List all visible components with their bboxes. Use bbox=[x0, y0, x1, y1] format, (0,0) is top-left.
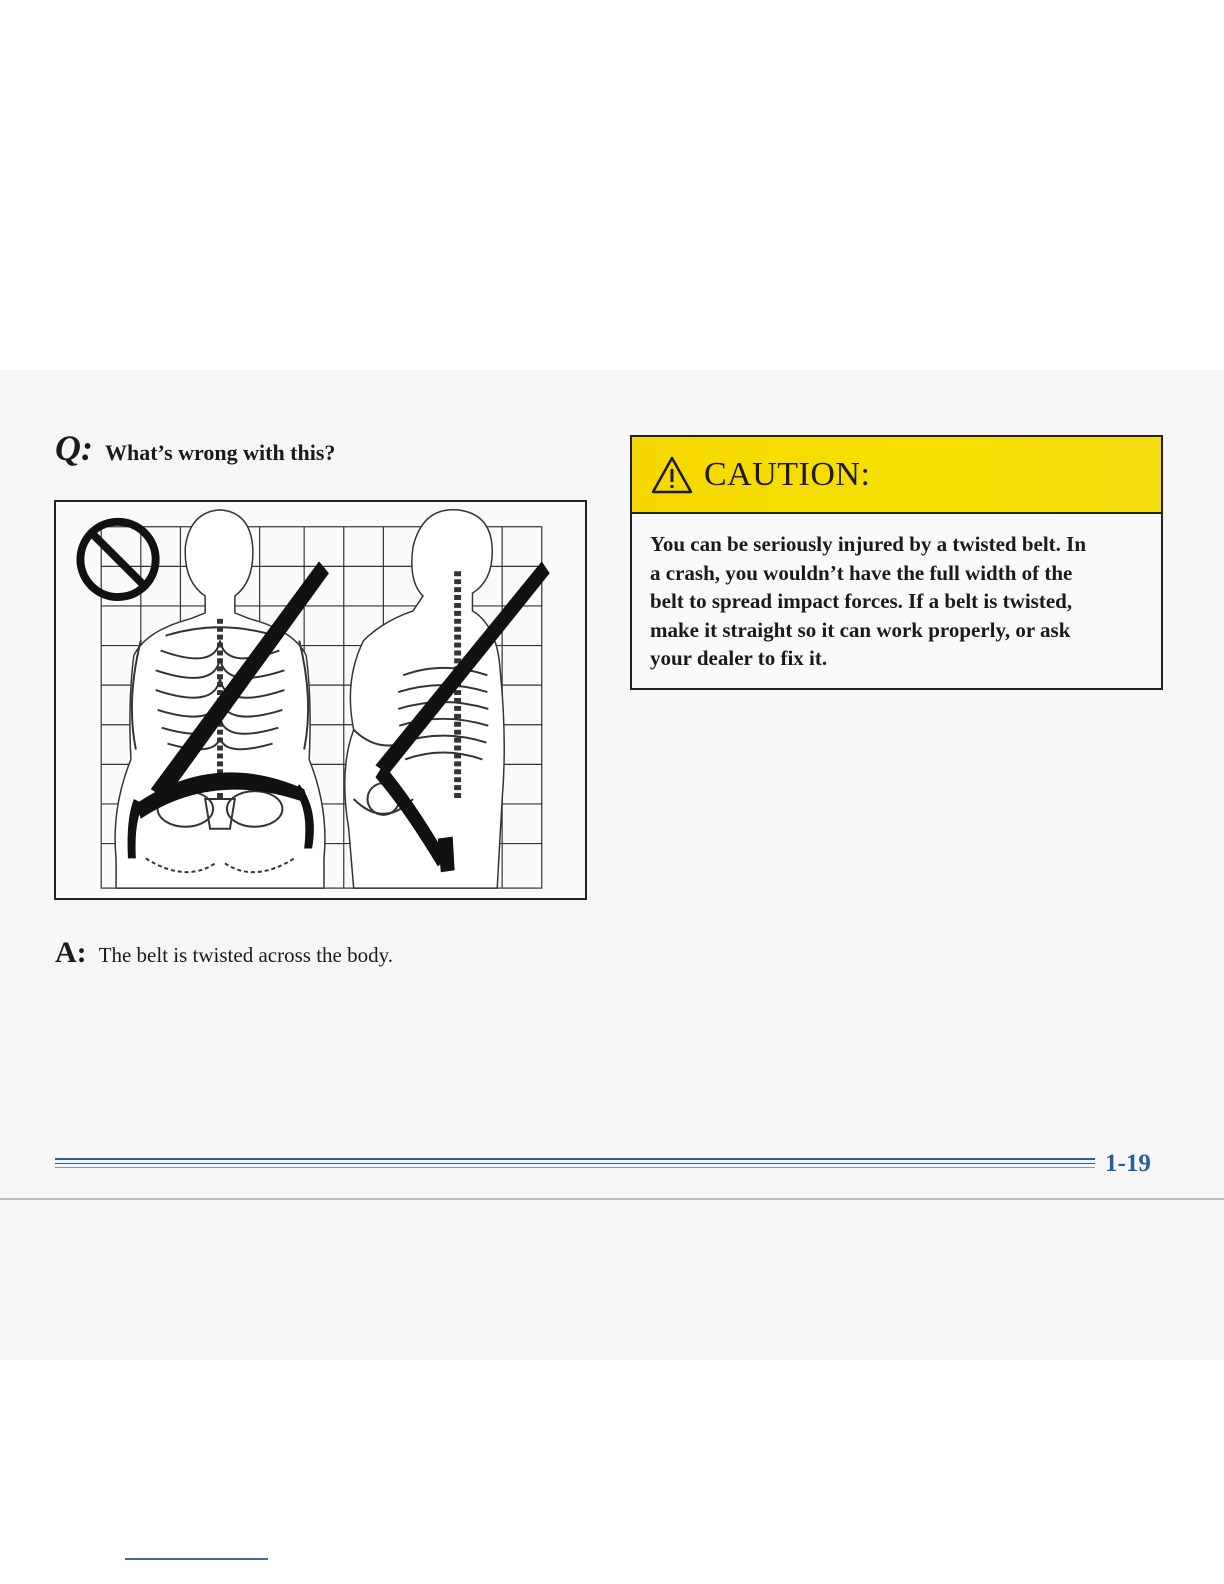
caution-line: You can be seriously injured by a twisted belt. In bbox=[650, 532, 1086, 556]
caution-line: a crash, you wouldn’t have the full width of the bbox=[650, 560, 1073, 585]
caution-box bbox=[630, 435, 1163, 690]
page-number: 1-19 bbox=[1105, 1150, 1151, 1177]
prohibited-icon bbox=[80, 522, 155, 597]
answer-letter: A: bbox=[55, 936, 87, 969]
question-letter: Q: bbox=[55, 428, 93, 468]
seat-belt-illustration bbox=[54, 500, 587, 900]
page-edge-line bbox=[0, 1198, 1224, 1200]
answer bbox=[55, 936, 393, 970]
caution-line: your dealer to fix it. bbox=[650, 646, 828, 670]
twisted-belt-drawing bbox=[56, 502, 585, 898]
footer-rule bbox=[55, 1156, 1095, 1170]
question bbox=[55, 427, 335, 469]
warning-triangle-icon bbox=[650, 455, 694, 495]
caution-title: CAUTION: bbox=[704, 455, 871, 493]
bottom-mark bbox=[125, 1558, 268, 1560]
answer-text: The belt is twisted across the body. bbox=[98, 943, 393, 967]
caution-header bbox=[632, 437, 1161, 514]
question-text: What’s wrong with this? bbox=[105, 440, 336, 465]
caution-line: belt to spread impact forces. If a belt is twisted, bbox=[650, 589, 1073, 613]
caution-text bbox=[632, 514, 1161, 673]
caution-line: make it straight so it can work properly, or ask bbox=[650, 617, 1071, 642]
